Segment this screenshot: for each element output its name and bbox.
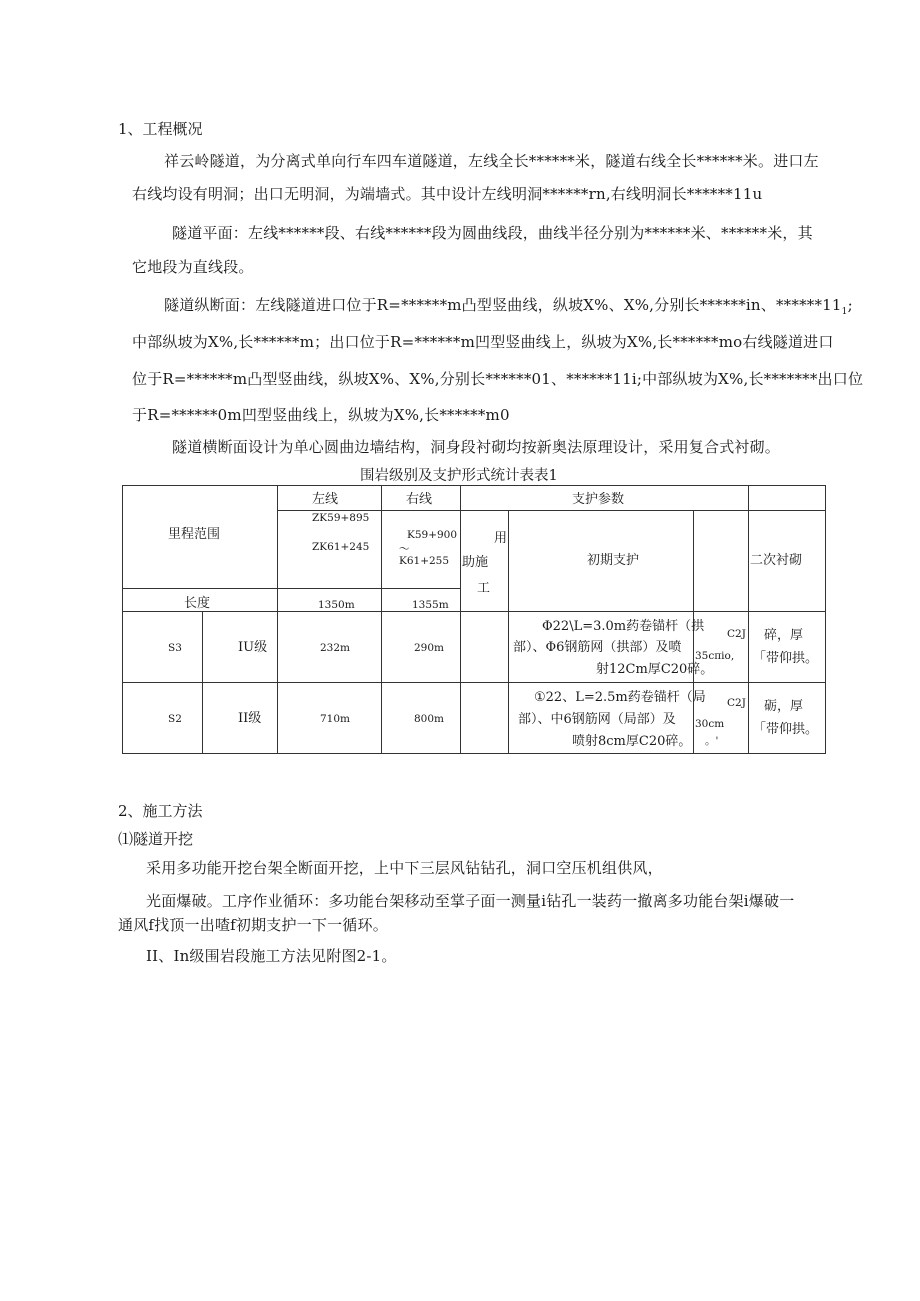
header-range: 里程范围 [168,527,221,542]
table-border-top [122,485,826,486]
section2-heading: 2、施工方法 [118,802,203,820]
table-col-aux [460,485,461,754]
row2-concrete-line1: C2J [727,697,746,709]
row2-grade: II级 [238,711,262,726]
paragraph-plane-line2: 它地段为直线段。 [132,258,254,276]
table-line-row2 [122,682,826,683]
table-col-lining [748,485,749,754]
header-right-range-sep: ～ [399,543,410,555]
table-border-right [825,485,826,754]
row1-left-length: 232m [320,642,350,654]
header-secondary-lining: 二次衬砌 [750,553,803,568]
header-initial-support: 初期支护 [587,553,640,568]
header-right-line: 右线 [406,492,433,507]
table-caption: 围岩级别及支护形式统计表表1 [360,468,558,484]
paragraph-overview-line1: 祥云岭隧道，为分离式单向行车四车道隧道，左线全长******米，隧道右线全长******米。进口左 [164,152,819,170]
paragraph-profile-line2: 中部纵坡为X%,长******m；出口位于R=******m凹型竖曲线上，纵坡为X%,长******mo右线隧道进口 [132,333,834,351]
profile-line1-text: 隧道纵断面：左线隧道进口位于R=******m凸型竖曲线，纵坡X%、X%,分别长******in、******11 [164,296,842,314]
header-length: 长度 [184,596,211,611]
right-length-value: 1355m [412,599,449,611]
row2-code: S2 [168,713,182,725]
row1-support-line1: Φ22\L=3.0m药卷锚杆（拱 [542,619,705,634]
row1-grade: IU级 [238,640,268,655]
row2-support-line1: ①22、L=2.5m药卷锚杆（局 [534,690,706,705]
header-left-range-end: ZK61+245 [312,541,370,553]
row2-concrete-line3: 。' [705,735,719,747]
table-col-initial [508,510,509,754]
row1-right-length: 290m [414,642,444,654]
table-col-left [277,485,278,754]
row2-support-line3: 喷射8cm厚C20碎。 [572,734,692,749]
paragraph-cycle-line2: 通风f找顶一出喳f初期支护一下一循环。 [118,916,388,934]
paragraph-plane-line1: 隧道平面：左线******段、右线******段为圆曲线段，曲线半径分别为******米、******米，其 [172,224,813,242]
row2-left-length: 710m [320,713,350,725]
paragraph-profile-line1 [164,294,853,317]
table-line-length [122,588,460,589]
header-aux-3: 工 [477,581,491,596]
row2-concrete-line2: 30cm [695,718,725,730]
table-col-code [202,611,203,754]
paragraph-cycle-line1: 光面爆破。工序作业循环：多功能台架移动至掌子面一测量i钻孔一装药一撤离多功能台架i爆破一 [146,892,795,910]
header-right-range-end: K61+255 [399,555,450,567]
row1-code: S3 [168,642,182,654]
section1-heading: 1、工程概况 [118,120,203,138]
paragraph-profile-line3: 位于R=******m凸型竖曲线，纵坡X%、X%,分别长******01、******11i;中部纵坡为X%,长*******出口位 [132,370,864,388]
table-border-bottom [122,753,826,754]
table-line-header [277,510,826,511]
paragraph-profile-line4: 于R=******0m凹型竖曲线上，纵坡为X%,长******m0 [132,406,510,424]
header-aux-2: 助施 [462,555,489,570]
profile-line1-end: ; [847,296,853,314]
row1-concrete-line2: 35cπio, [695,650,735,662]
row2-support-line2: 部）、中6钢筋网（局部）及 [518,712,676,727]
table-col-right [381,485,382,754]
row2-lining-line2: 「带仰拱。 [753,722,819,737]
header-right-range-start: K59+900 [407,529,458,541]
row1-support-line2: 部）、Φ6钢筋网（拱部）及喷 [513,640,682,655]
table-line-row1 [122,611,826,612]
row2-lining-line1: 砺，厚 [764,699,804,714]
row1-lining-line2: 「带仰拱。 [753,651,819,666]
header-left-line: 左线 [312,492,339,507]
row2-right-length: 800m [414,713,444,725]
profile-line1-subscript: 1 [841,307,848,317]
header-left-range-start: ZK59+895 [312,512,370,524]
row1-support-line3: 射12Cm厚C20碎。 [596,662,714,677]
header-aux-1: 用 [494,531,508,546]
paragraph-cross-section: 隧道横断面设计为单心圆曲边墙结构，洞身段衬砌均按新奥法原理设计，采用复合式衬砌。 [172,438,781,456]
paragraph-appendix-ref: II、In级围岩段施工方法见附图2-1。 [146,947,397,965]
subsection-excavation: ⑴隧道开挖 [118,830,194,848]
support-table [122,485,826,755]
row1-concrete-line1: C2J [727,628,746,640]
header-support-params: 支护参数 [572,492,625,507]
row1-lining-line1: 碎，厚 [764,628,804,643]
left-length-value: 1350m [318,599,355,611]
table-border-left [122,485,123,754]
paragraph-overview-line2: 右线均设有明洞；出口无明洞，为端墙式。其中设计左线明洞******rn,右线明洞长******11u [132,185,763,203]
paragraph-excavation-1: 采用多功能开挖台架全断面开挖，上中下三层风钻钻孔，洞口空压机组供风， [146,859,663,877]
